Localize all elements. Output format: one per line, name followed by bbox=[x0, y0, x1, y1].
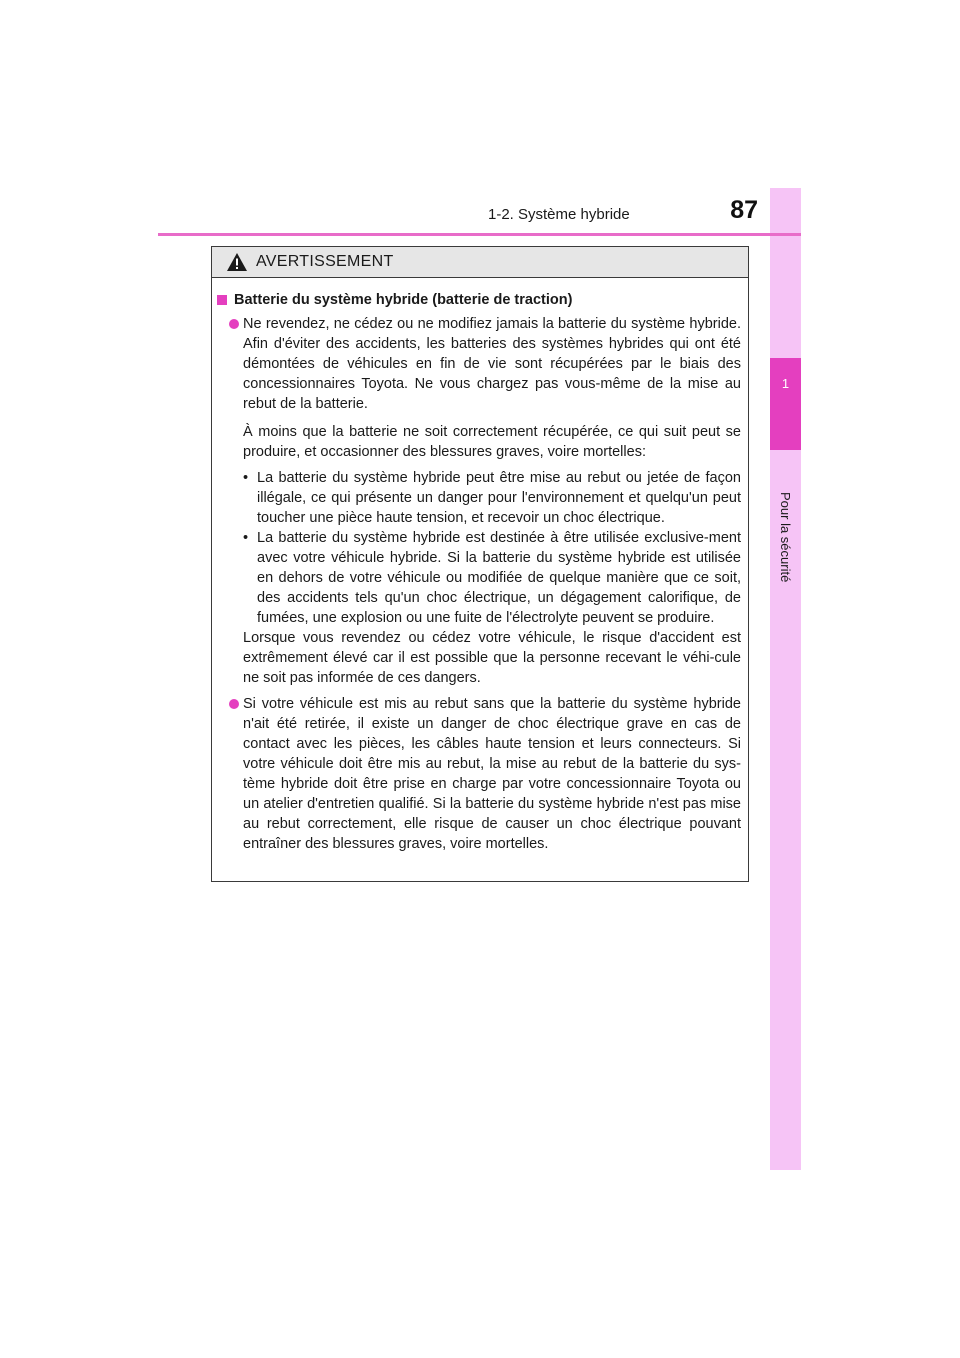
sub-bullet-item bbox=[243, 528, 741, 628]
item-1-paragraph-3: Lorsque vous revendez ou cédez votre véhicule, le risque d'accident est extrêmement élevé car il est possible que la personne recevant le véhi-cule ne soit pas informée de ces dangers. bbox=[243, 630, 741, 686]
sub-bullet-item bbox=[243, 468, 741, 528]
circle-bullet-icon bbox=[229, 319, 239, 329]
dot-bullet-icon: • bbox=[243, 470, 249, 486]
chapter-label: Pour la sécurité bbox=[778, 492, 793, 583]
sub-bullet-text: La batterie du système hybride peut être mise au rebut ou jetée de façon illégale, ce qui présente un danger pour l'environnement et quelqu'un peut toucher une pièce haute tension, et recevoir un choc électrique. bbox=[257, 470, 741, 526]
warning-topic bbox=[217, 290, 741, 310]
warning-item-1 bbox=[217, 314, 741, 688]
warning-triangle-icon bbox=[226, 252, 248, 272]
header-rule bbox=[158, 233, 801, 236]
dot-bullet-icon: • bbox=[243, 530, 249, 546]
warning-box bbox=[211, 246, 749, 882]
square-bullet-icon bbox=[217, 295, 227, 305]
side-thumb-strip bbox=[770, 188, 801, 1170]
warning-header bbox=[212, 247, 748, 278]
warning-topic-text: Batterie du système hybride (batterie de traction) bbox=[234, 292, 573, 308]
page-number: 87 bbox=[730, 196, 758, 224]
chapter-tab bbox=[770, 358, 801, 450]
warning-title: AVERTISSEMENT bbox=[256, 253, 394, 270]
warning-body bbox=[212, 278, 748, 854]
sub-bullet-text: La batterie du système hybride est destinée à être utilisée exclusive-ment avec votre véhicule hybride. Si la batterie du système hybride est utilisée en dehors de votre véhicule ou modifiée de quelque manière que ce soit, des accidents tels qu'un choc électrique, un dégagement calorifique, de fumées, une explosion ou une fuite de l'électrolyte peuvent se produire. bbox=[257, 530, 741, 626]
chapter-tab-number: 1 bbox=[781, 376, 790, 391]
section-title: 1-2. Système hybride bbox=[488, 206, 630, 223]
item-1-paragraph-2: À moins que la batterie ne soit correctement récupérée, ce qui suit peut se produire, et occasionner des blessures graves, voire mortelles: bbox=[243, 424, 741, 460]
item-2-paragraph: Si votre véhicule est mis au rebut sans que la batterie du système hybride n'ait été retirée, il existe un danger de choc électrique grave en cas de contact avec les pièces, les câbles haute tension et leurs connecteurs. Si votre véhicule doit être mis au rebut, la mise au rebut de la batterie du sys-tème hybride doit être prise en charge par votre concessionnaire Toyota ou un atelier d'entretien qualifié. Si la batterie du système hybride n'est pas mise au rebut correctement, elle risque de causer un choc électrique pouvant entraîner des blessures graves, voire mortelles. bbox=[243, 696, 741, 852]
warning-item-2 bbox=[217, 694, 741, 854]
item-1-paragraph-1: Ne revendez, ne cédez ou ne modifiez jamais la batterie du système hybride. Afin d'éviter des accidents, les batteries des systèmes hybrides qui ont été démontées de véhicules en fin de vie sont récupérées par le biais des concessionnaires Toyota. Ne vous chargez pas vous-même de la mise au rebut de la batterie. bbox=[243, 316, 741, 412]
circle-bullet-icon bbox=[229, 699, 239, 709]
